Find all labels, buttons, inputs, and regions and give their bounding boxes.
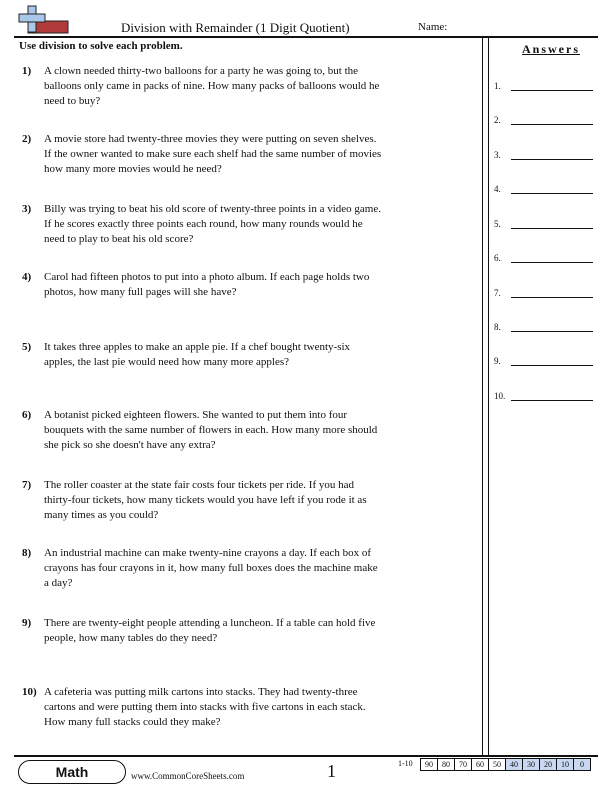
worksheet-title: Division with Remainder (1 Digit Quotient) [121, 20, 350, 35]
question-7 [22, 478, 382, 522]
answer-label: 10. [494, 391, 506, 401]
bottom-rule [14, 755, 598, 757]
answer-label: 7. [494, 288, 501, 298]
score-cell: 60 [471, 758, 489, 771]
question-number: 8) [22, 547, 32, 559]
commoncoresheets-logo-icon [18, 5, 70, 35]
question-text: It takes three apples to make an apple pie. If a chef bought twenty-six apples, the last pie would need how many more apples? [44, 341, 351, 368]
question-number: 2) [22, 133, 32, 145]
score-cell: 30 [522, 758, 540, 771]
question-9 [22, 616, 382, 646]
answer-line-4[interactable] [494, 184, 594, 194]
answers-heading: Answers [522, 42, 580, 56]
answer-line-9[interactable] [494, 356, 594, 366]
column-divider-right [488, 36, 489, 755]
answer-label: 3. [494, 150, 501, 160]
question-number: 9) [22, 617, 32, 629]
score-cell: 0 [573, 758, 591, 771]
question-1 [22, 64, 382, 108]
instructions: Use division to solve each problem. [19, 40, 183, 52]
name-label: Name: [418, 21, 448, 33]
question-text: Billy was trying to beat his old score of twenty-three points in a video game. If he scores exactly three points each round, how many rounds would he need to play to beat his old score? [44, 203, 381, 245]
question-10 [22, 685, 382, 729]
answer-blank [511, 297, 593, 298]
answer-label: 9. [494, 356, 501, 366]
answer-line-3[interactable] [494, 150, 594, 160]
question-text: There are twenty-eight people attending a luncheon. If a table can hold five people, how many tables do they need? [44, 617, 376, 644]
answer-blank [511, 159, 593, 160]
question-number: 5) [22, 341, 32, 353]
website-url: www.CommonCoreSheets.com [131, 771, 245, 781]
question-text: A cafeteria was putting milk cartons into stacks. They had twenty-three cartons and were putting them into stacks with five cartons in each stack. How many full stacks could they make? [44, 686, 366, 728]
question-text: A botanist picked eighteen flowers. She wanted to put them into four bouquets with the same number of flowers in each. How many more should she pick so she doesn't have any extra? [44, 409, 378, 451]
page-number: 1 [327, 761, 336, 781]
score-table [398, 758, 591, 771]
score-cell: 40 [505, 758, 523, 771]
score-cell: 20 [539, 758, 557, 771]
answer-blank [511, 124, 593, 125]
question-text: An industrial machine can make twenty-nine crayons a day. If each box of crayons has four crayons in it, how many full boxes does the machine make a day? [44, 547, 378, 589]
answer-label: 6. [494, 253, 501, 263]
question-2 [22, 132, 382, 176]
answer-label: 5. [494, 219, 501, 229]
column-divider-left [482, 36, 483, 755]
score-cell: 10 [556, 758, 574, 771]
question-number: 4) [22, 271, 32, 283]
question-text: A clown needed thirty-two balloons for a party he was going to, but the balloons only came in packs of nine. How many packs of balloons would he need to buy? [44, 65, 380, 107]
answer-line-2[interactable] [494, 115, 594, 125]
answer-label: 4. [494, 184, 501, 194]
answer-blank [511, 365, 593, 366]
answer-blank [511, 331, 593, 332]
answer-label: 2. [494, 115, 501, 125]
score-cell: 80 [437, 758, 455, 771]
answer-line-10[interactable] [494, 391, 594, 401]
answer-blank [511, 400, 593, 401]
subject-badge: Math [18, 760, 126, 784]
question-number: 6) [22, 409, 32, 421]
question-6 [22, 408, 382, 452]
top-rule [14, 36, 598, 38]
answer-line-6[interactable] [494, 253, 594, 263]
question-number: 7) [22, 479, 32, 491]
answer-line-5[interactable] [494, 219, 594, 229]
question-8 [22, 546, 382, 590]
question-text: A movie store had twenty-three movies they were putting on seven shelves. If the owner wanted to make sure each shelf had the same number of movies how many more movies would he need? [44, 133, 382, 175]
answer-line-8[interactable] [494, 322, 594, 332]
question-number: 10) [22, 686, 37, 698]
score-cell: 50 [488, 758, 506, 771]
answer-line-7[interactable] [494, 288, 594, 298]
answer-blank [511, 228, 593, 229]
answer-label: 1. [494, 81, 501, 91]
answer-line-1[interactable] [494, 81, 594, 91]
question-3 [22, 202, 382, 246]
answer-blank [511, 193, 593, 194]
score-cell: 90 [420, 758, 438, 771]
question-4 [22, 270, 382, 300]
question-text: The roller coaster at the state fair costs four tickets per ride. If you had thirty-four tickets, how many tickets would you have left if you rode it as many times as you could? [44, 479, 367, 521]
score-range-label: 1-10 [398, 759, 413, 768]
question-number: 1) [22, 65, 32, 77]
question-text: Carol had fifteen photos to put into a photo album. If each page holds two photos, how many full pages will she have? [44, 271, 370, 298]
question-number: 3) [22, 203, 32, 215]
score-cell: 70 [454, 758, 472, 771]
question-5 [22, 340, 382, 370]
answer-label: 8. [494, 322, 501, 332]
answer-blank [511, 262, 593, 263]
answer-blank [511, 90, 593, 91]
